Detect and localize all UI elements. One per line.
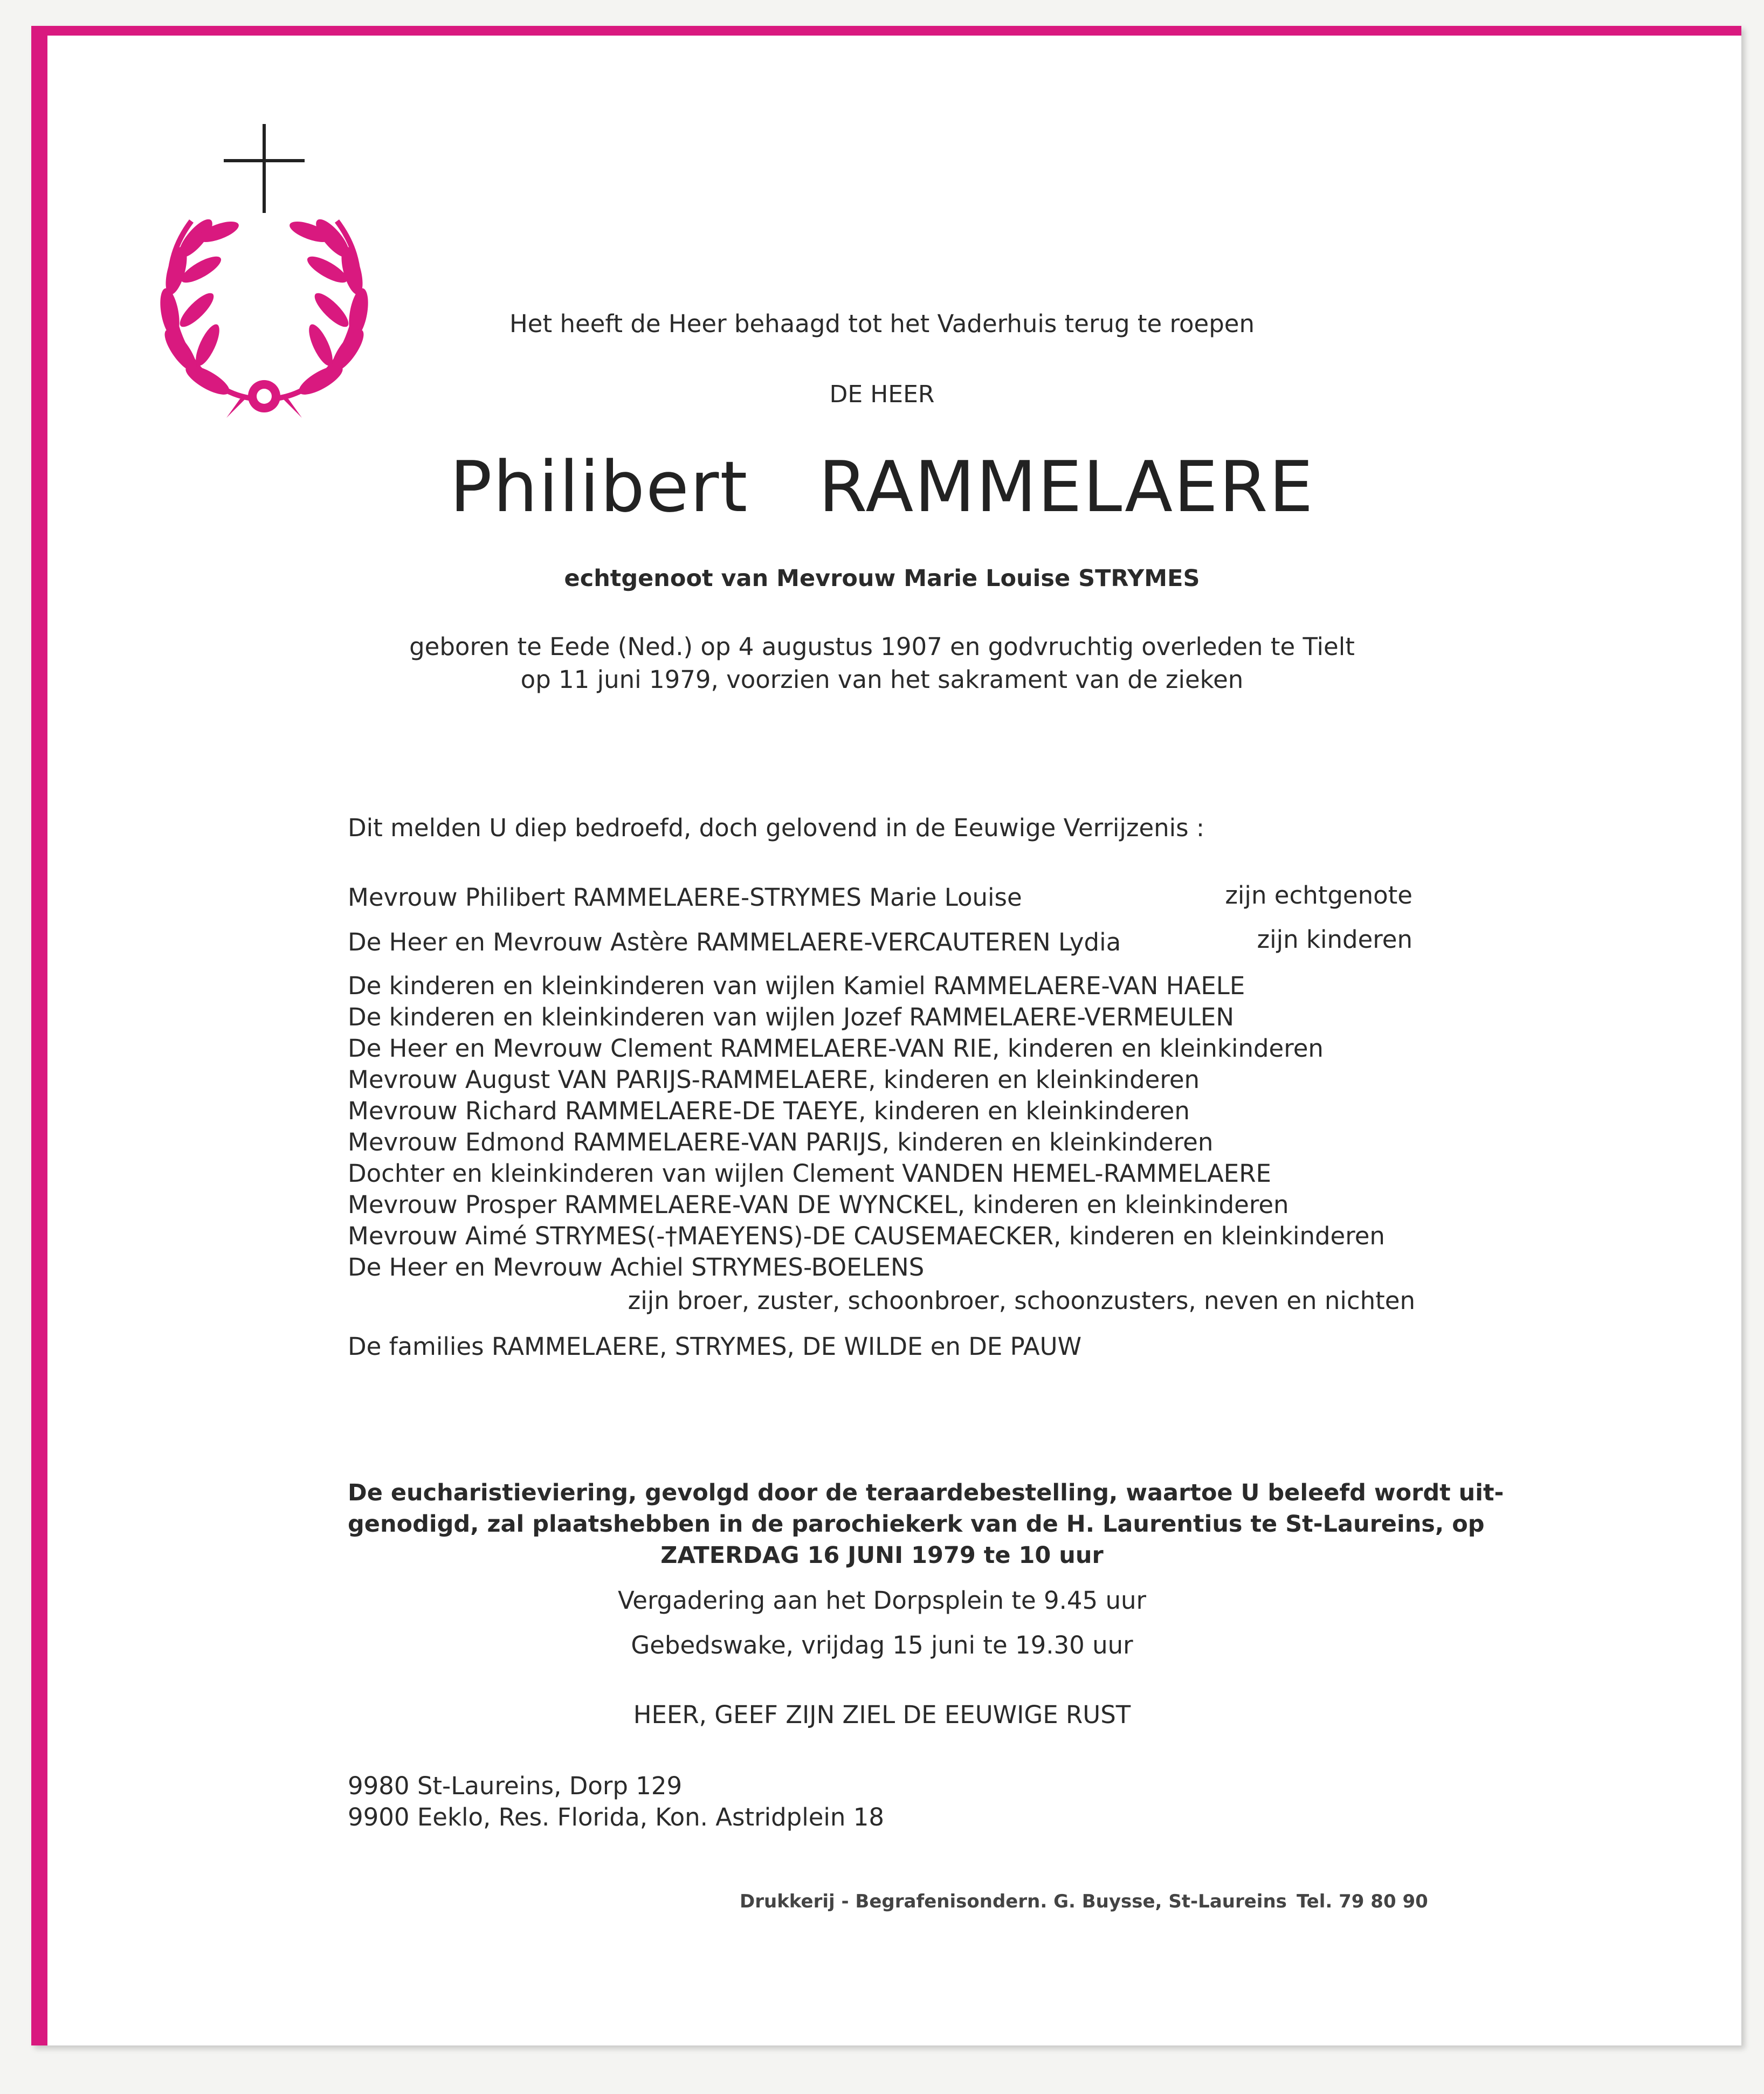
family-row-1-relation: zijn echtgenote: [1225, 881, 1412, 910]
families-line: De families RAMMELAERE, STRYMES, DE WILDE en DE PAUW: [348, 1332, 1082, 1361]
service-date: ZATERDAG 16 JUNI 1979 te 10 uur: [660, 1542, 1104, 1569]
family-row-1-name: Mevrouw Philibert RAMMELAERE-STRYMES Marie Louise: [348, 883, 1022, 912]
family-list-item: De Heer en Mevrouw Achiel STRYMES-BOELENS: [348, 1253, 925, 1282]
cross-wreath-icon: [137, 97, 391, 421]
gathering-line: Vergadering aan het Dorpsplein te 9.45 uur: [617, 1586, 1147, 1615]
family-list-item: Mevrouw Richard RAMMELAERE-DE TAEYE, kinderen en kleinkinderen: [348, 1097, 1190, 1125]
family-list-item: Mevrouw Edmond RAMMELAERE-VAN PARIJS, kinderen en kleinkinderen: [348, 1128, 1214, 1156]
family-list-item: De kinderen en kleinkinderen van wijlen Jozef RAMMELAERE-VERMEULEN: [348, 1003, 1235, 1031]
address-line-1: 9980 St-Laureins, Dorp 129: [348, 1772, 683, 1800]
family-row-2-relation: zijn kinderen: [1257, 925, 1412, 954]
birth-line-2: op 11 juni 1979, voorzien van het sakrament van de zieken: [520, 665, 1244, 694]
birth-line-1: geboren te Eede (Ned.) op 4 augustus 1907 en godvruchtig overleden te Tielt: [409, 632, 1355, 661]
printer-credit: Drukkerij - Begrafenisondern. G. Buysse, St-Laureins: [740, 1891, 1287, 1912]
service-line-2: genodigd, zal plaatshebben in de parochiekerk van de H. Laurentius te St-Laureins, op: [348, 1511, 1485, 1538]
spouse-line: echtgenoot van Mevrouw Marie Louise STRYMES: [564, 565, 1200, 592]
siblings-relation: zijn broer, zuster, schoonbroer, schoonzusters, neven en nichten: [628, 1286, 1415, 1315]
family-list-item: Mevrouw Aimé STRYMES(-†MAEYENS)-DE CAUSEMAECKER, kinderen en kleinkinderen: [348, 1222, 1385, 1250]
family-list-item: De kinderen en kleinkinderen van wijlen Kamiel RAMMELAERE-VAN HAELE: [348, 972, 1245, 1000]
family-row-2-name: De Heer en Mevrouw Astère RAMMELAERE-VERCAUTEREN Lydia: [348, 928, 1121, 956]
title-label: DE HEER: [829, 381, 935, 408]
deceased-name: Philibert RAMMELAERE: [450, 446, 1314, 528]
family-list-item: Mevrouw Prosper RAMMELAERE-VAN DE WYNCKEL, kinderen en kleinkinderen: [348, 1190, 1289, 1219]
address-line-2: 9900 Eeklo, Res. Florida, Kon. Astridplein 18: [348, 1803, 885, 1831]
family-list-item: De Heer en Mevrouw Clement RAMMELAERE-VAN RIE, kinderen en kleinkinderen: [348, 1034, 1324, 1063]
prayer-line: HEER, GEEF ZIJN ZIEL DE EEUWIGE RUST: [633, 1700, 1131, 1729]
announcement: Dit melden U diep bedroefd, doch gelovend in de Eeuwige Verrijzenis :: [348, 814, 1205, 842]
printer-phone: Tel. 79 80 90: [1297, 1891, 1428, 1912]
service-line-1: De eucharistieviering, gevolgd door de teraardebestelling, waartoe U beleefd wordt uit-: [348, 1479, 1504, 1506]
vigil-line: Gebedswake, vrijdag 15 juni te 19.30 uur: [631, 1631, 1133, 1659]
family-list-item: Mevrouw August VAN PARIJS-RAMMELAERE, kinderen en kleinkinderen: [348, 1065, 1200, 1094]
intro-text: Het heeft de Heer behaagd tot het Vaderhuis terug te roepen: [509, 309, 1255, 338]
family-list-item: Dochter en kleinkinderen van wijlen Clement VANDEN HEMEL-RAMMELAERE: [348, 1159, 1271, 1188]
